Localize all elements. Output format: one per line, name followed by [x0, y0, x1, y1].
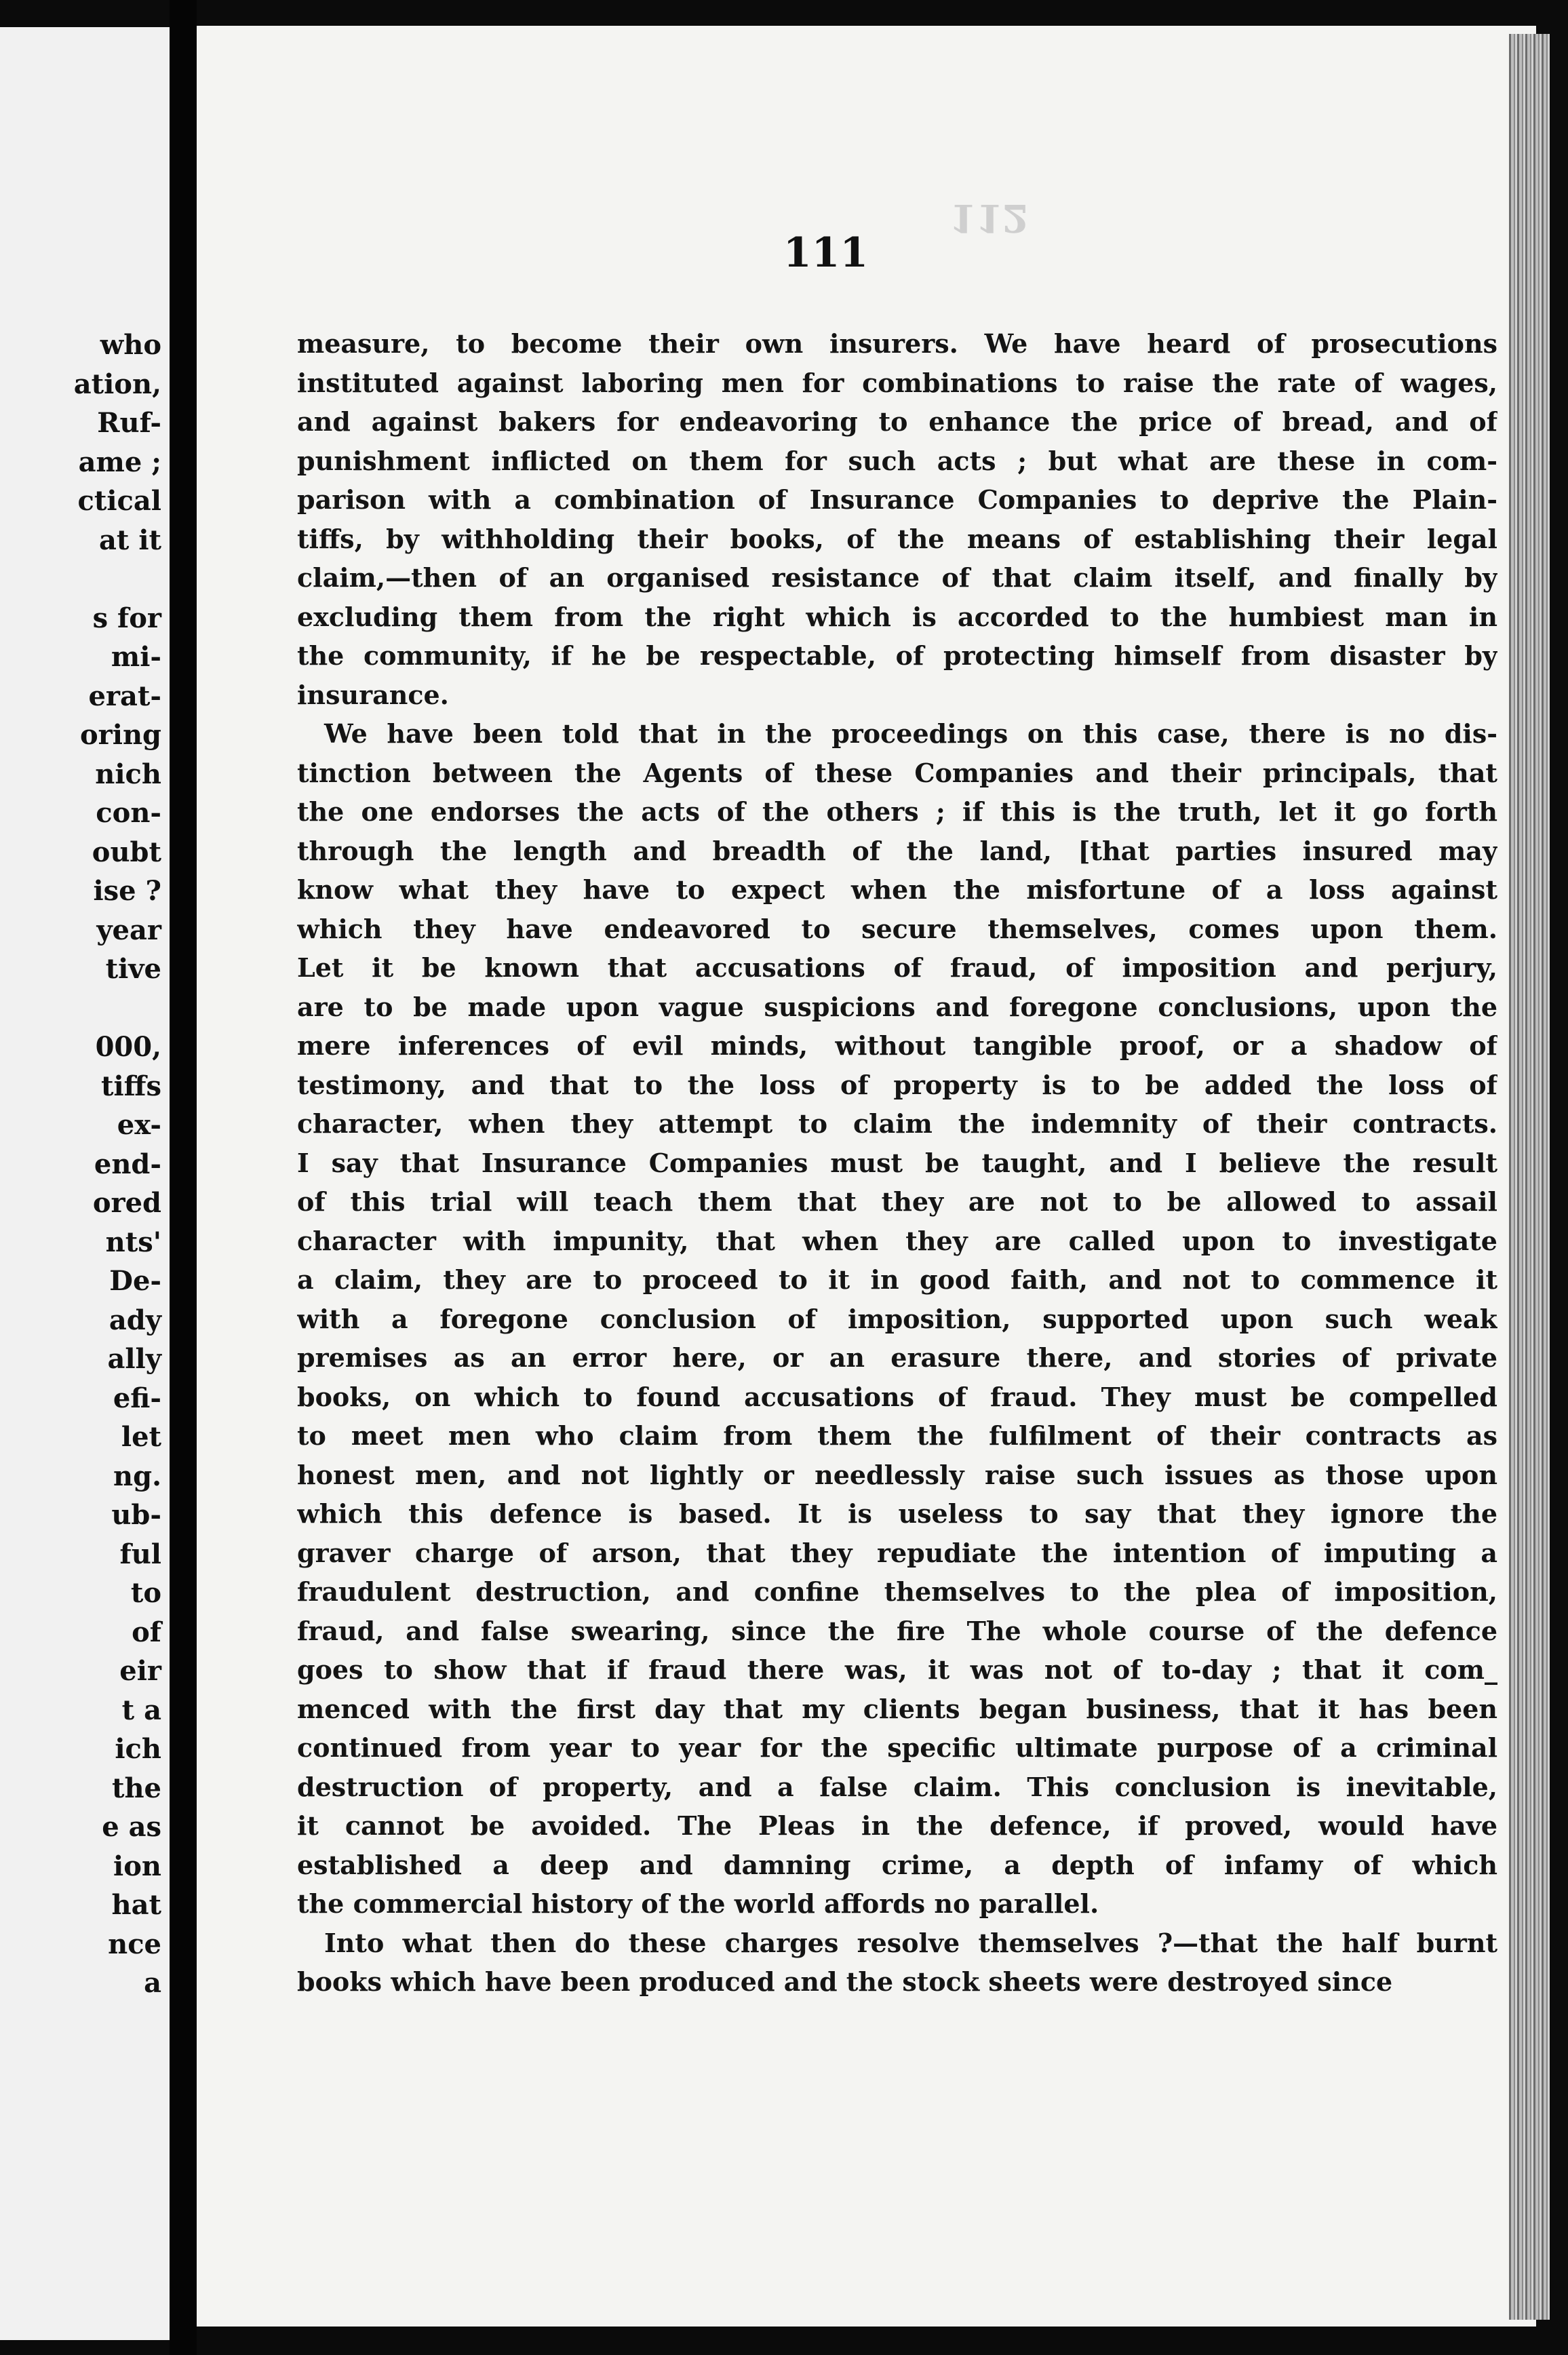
- facing-page-fragment: efi-: [113, 1382, 161, 1414]
- text-line: tiffs, by withholding their books, of the means of establishing their legal: [297, 523, 1497, 554]
- facing-page-fragment: ise ?: [93, 875, 161, 907]
- text-line: claim,—then of an organised resistance of that claim itself, and finally by: [297, 562, 1497, 593]
- facing-page-fragment: nce: [108, 1928, 161, 1960]
- text-line: it cannot be avoided. The Pleas in the defence, if proved, would have: [297, 1810, 1497, 1841]
- facing-page-fragment: of: [132, 1616, 161, 1648]
- text-line: fraudulent destruction, and confine themselves to the plea of imposition,: [297, 1576, 1497, 1607]
- facing-page-fragment: [74, 560, 161, 599]
- text-line: and against bakers for endeavoring to enhance the price of bread, and of: [297, 406, 1497, 437]
- text-line: which this defence is based. It is useless to say that they ignore the: [297, 1498, 1497, 1529]
- text-line: premises as an error here, or an erasure there, and stories of private: [297, 1342, 1497, 1373]
- text-line: We have been told that in the proceedings on this case, there is no dis-: [324, 718, 1497, 749]
- page-number: 111: [783, 229, 869, 277]
- facing-page-fragment: De-: [109, 1265, 161, 1297]
- text-line: honest men, and not lightly or needlessly raise such issues as those upon: [297, 1459, 1497, 1490]
- facing-page-fragment: ion: [113, 1850, 161, 1882]
- text-line: of this trial will teach them that they are not to be allowed to assail: [297, 1186, 1497, 1217]
- facing-page-fragment: ng.: [113, 1460, 161, 1492]
- text-line: graver charge of arson, that they repudiate the intention of imputing a: [297, 1537, 1497, 1568]
- facing-page-fragment: e as: [102, 1811, 161, 1843]
- text-line: books, on which to found accusations of fraud. They must be compelled: [297, 1381, 1497, 1412]
- text-line: fraud, and false swearing, since the fire The whole course of the defence: [297, 1615, 1497, 1646]
- text-line: through the length and breadth of the land, [that parties insured may: [297, 835, 1497, 866]
- facing-page-fragment: ored: [92, 1187, 161, 1219]
- body-text: [297, 324, 1497, 2002]
- facing-page-fragment: at it: [99, 524, 161, 556]
- text-line: destruction of property, and a false claim. This conclusion is inevitable,: [297, 1771, 1497, 1802]
- paragraph: [297, 1924, 1497, 2002]
- text-line: excluding them from the right which is accorded to the humbiest man in: [297, 601, 1497, 632]
- text-line: continued from year to year for the specific ultimate purpose of a criminal: [297, 1732, 1497, 1763]
- text-line: Let it be known that accusations of fraud, of imposition and perjury,: [297, 952, 1497, 983]
- facing-page-fragment: ally: [107, 1343, 161, 1375]
- text-line: testimony, and that to the loss of property is to be added the loss of: [297, 1069, 1497, 1100]
- facing-page-fragment: oring: [80, 719, 161, 751]
- facing-page-fragment: the: [111, 1772, 161, 1804]
- page-stack-edges: [1509, 34, 1550, 2320]
- text-line: know what they have to expect when the misfortune of a loss against: [297, 874, 1497, 905]
- text-line: are to be made upon vague suspicions and foregone conclusions, upon the: [297, 991, 1497, 1022]
- facing-page-fragment: s for: [92, 602, 161, 634]
- text-line: with a foregone conclusion of imposition, supported upon such weak: [297, 1303, 1497, 1334]
- book-page: [197, 26, 1536, 2327]
- bleed-through-page-number: 112: [949, 195, 1029, 240]
- facing-page-fragment: con-: [96, 797, 161, 829]
- facing-page-fragment: ich: [115, 1733, 161, 1765]
- text-line: to meet men who claim from them the fulfilment of their contracts as: [297, 1420, 1497, 1451]
- facing-page-fragment: eir: [119, 1655, 161, 1687]
- facing-page-fragment: ation,: [73, 368, 161, 400]
- facing-page-text-fragments: [74, 326, 161, 2003]
- facing-page-fragment: t a: [121, 1694, 161, 1726]
- facing-page-fragment: ady: [109, 1304, 161, 1336]
- paragraph: [297, 714, 1497, 1924]
- text-line: a claim, they are to proceed to it in good faith, and not to commence it: [297, 1264, 1497, 1295]
- facing-page-fragment: 000,: [95, 1031, 161, 1063]
- facing-page-fragment: ub-: [111, 1499, 161, 1531]
- text-line: Into what then do these charges resolve themselves ?—that the half burnt: [324, 1927, 1497, 1958]
- facing-page-fragment: [74, 989, 161, 1028]
- facing-page-fragment: ctical: [77, 485, 161, 517]
- facing-page-edge: [0, 27, 170, 2340]
- facing-page-fragment: ame ;: [78, 446, 161, 478]
- facing-page-fragment: oubt: [92, 836, 161, 868]
- text-line: goes to show that if fraud there was, it was not of to-day ; that it com_: [297, 1654, 1497, 1685]
- facing-page-fragment: nts': [105, 1226, 161, 1258]
- facing-page-fragment: nich: [95, 758, 161, 790]
- text-line: insurance.: [297, 679, 449, 710]
- facing-page-fragment: tive: [105, 953, 161, 985]
- text-line: established a deep and damning crime, a depth of infamy of which: [297, 1849, 1497, 1880]
- text-line: the one endorses the acts of the others ; if this is the truth, let it go forth: [297, 796, 1497, 827]
- facing-page-fragment: end-: [94, 1148, 161, 1180]
- text-line: the community, if he be respectable, of protecting himself from disaster by: [297, 640, 1497, 671]
- text-line: menced with the first day that my clients began business, that it has been: [297, 1693, 1497, 1724]
- facing-page-fragment: tiffs: [100, 1070, 161, 1102]
- facing-page-fragment: let: [121, 1421, 161, 1453]
- text-line: character with impunity, that when they are called upon to investigate: [297, 1225, 1497, 1256]
- facing-page-fragment: hat: [111, 1889, 161, 1921]
- text-line: mere inferences of evil minds, without tangible proof, or a shadow of: [297, 1030, 1497, 1061]
- facing-page-fragment: year: [96, 914, 161, 946]
- binding-gutter: [170, 0, 197, 2355]
- facing-page-fragment: ex-: [117, 1109, 161, 1141]
- facing-page-fragment: Ruf-: [97, 407, 161, 439]
- facing-page-fragment: who: [100, 329, 161, 361]
- facing-page-fragment: to: [130, 1577, 161, 1609]
- text-line: which they have endeavored to secure themselves, comes upon them.: [297, 913, 1497, 944]
- facing-page-fragment: ful: [119, 1538, 161, 1570]
- text-line: parison with a combination of Insurance Companies to deprive the Plain-: [297, 484, 1497, 515]
- text-line: I say that Insurance Companies must be taught, and I believe the result: [297, 1147, 1497, 1178]
- facing-page-fragment: mi-: [111, 641, 161, 673]
- facing-page-fragment: erat-: [88, 680, 161, 712]
- text-line: the commercial history of the world affords no parallel.: [297, 1888, 1099, 1919]
- text-line: instituted against laboring men for combinations to raise the rate of wages,: [297, 367, 1497, 398]
- paragraph: [297, 324, 1497, 714]
- text-line: books which have been produced and the stock sheets were destroyed since: [297, 1966, 1393, 1997]
- text-line: tinction between the Agents of these Companies and their principals, that: [297, 757, 1497, 788]
- text-line: punishment inflicted on them for such acts ; but what are these in com-: [297, 445, 1497, 476]
- facing-page-fragment: a: [144, 1967, 161, 1999]
- text-line: measure, to become their own insurers. We have heard of prosecutions: [297, 328, 1497, 359]
- text-line: character, when they attempt to claim the indemnity of their contracts.: [297, 1108, 1497, 1139]
